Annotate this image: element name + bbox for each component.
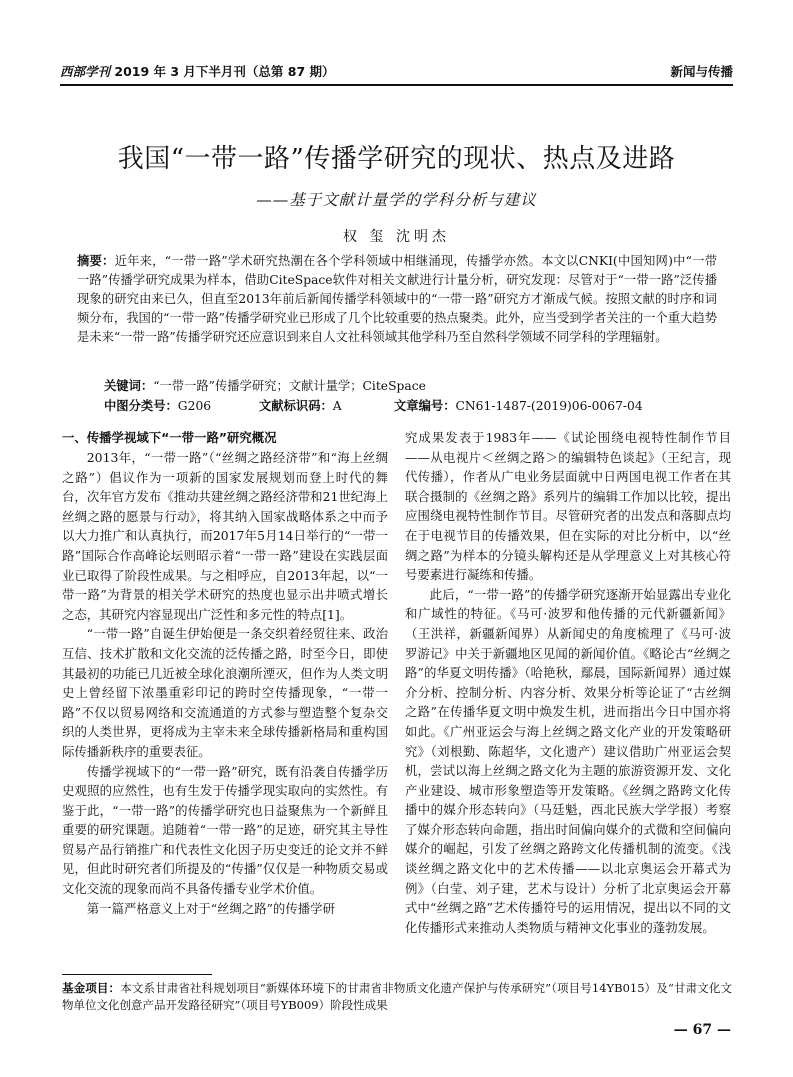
body-paragraph: 传播学视域下的“一带一路”研究，既有沿袭自传播学历史观照的应然性，也有生发于传播学现实取向的实然性。有鉴于此，“一带一路”的传播学研究也日益聚焦为一个新鲜且重要的研究课题。追随着“一带一路”的足迹，研究其主导性贸易产品行销推广和代表性文化因子历史变迁的论文并不鲜见，但此时研究者们所提及的“传播”仅仅是一种物质交易或文化交流的现象而尚不具备传播专业学术价值。 [62,763,388,897]
body-column-right [405,428,731,937]
abstract-text: 近年来，“一带一路”学术研究热潮在各个学科领域中相继涌现，传播学亦然。本文以CNKI(中国知网)中“一带一路”传播学研究成果为样本，借助CiteSpace软件对相关文献进行计量分析，研究发现：尽管对于“一带一路”泛传播现象的研究由来已久，但直至2013年前后新闻传播学科领域中的“一带一路”研究方才渐成气候。按照文献的时序和词频分布，我国的“一带一路”传播学研究业已形成了几个比较重要的热点聚类。此外，应当受到学者关注的一个重大趋势是未来“一带一路”传播学研究还应意识到来自人文社科领域其他学科乃至自然科学领域不同学科的学理辐射。 [77,254,717,344]
page-number: — 67 — [673,1022,731,1038]
keywords-label: 关键词： [104,379,154,393]
fund-label: 基金项目： [62,981,121,995]
section-name: 新闻与传播 [670,64,733,79]
footnote-rule [62,974,212,975]
body-paragraph: 2013年，“一带一路”（“丝绸之路经济带”和“海上丝绸之路”）倡议作为一项新的国家发展规划而登上时代的舞台，次年官方发布《推动共建丝绸之路经济带和21世纪海上丝绸之路的愿景与行动》，将其纳入国家战略体系之中而予以大力推广和认真执行，而2017年5月14日举行的“一带一路”国际合作高峰论坛则昭示着“一带一路”建设在实践层面业已取得了阶段性成果。与之相呼应，自2013年起，以“一带一路”为背景的相关学术研究的热度也显示出井喷式增长之态，其研究内容显现出广泛性和多元性的特点[1]。 [62,450,388,622]
article-subtitle: ——基于文献计量学的学科分析与建议 [256,191,537,209]
funding-note [62,980,732,1014]
body-paragraph: 此后，“一带一路”的传播学研究逐渐开始显露出专业化和广域性的特征。《马可·波罗和他传播的元代新疆新闻》（王洪祥，新疆新闻界）从新闻史的角度梳理了《马可·波罗游记》中关于新疆地区见闻的新闻价值。《略论古“丝绸之路”的华夏文明传播》（哈艳秋，鄢晨，国际新闻界）通过媒介分析、控制分析、内容分析、效果分析等论证了“古丝绸之路”在传播华夏文明中焕发生机，进而指出今日中国亦将如此。《广州亚运会与海上丝绸之路文化产业的开发策略研究》（刘根勤、陈超华，文化遗产）建议借助广州亚运会契机，尝试以海上丝绸之路文化为主题的旅游资源开发、文化产业建设、城市形象塑造等开发策略。《丝绸之路跨文化传播中的媒介形态转向》（马廷魁，西北民族大学学报）考察了媒介形态转向命题，指出时间偏向媒介的式微和空间偏向媒介的崛起，引发了丝绸之路跨文化传播机制的流变。《浅谈丝绸之路文化中的艺术传播——以北京奥运会开幕式为例》（白莹、刘子建，艺术与设计）分析了北京奥运会开幕式中“丝绸之路”艺术传播符号的运用情况，提出以不同的文化传播形式来推动人类物质与精神文化事业的蓬勃发展。 [405,586,731,935]
article-authors: 权 玺 沈明杰 [343,229,450,245]
class-label: 中图分类号： [104,399,178,413]
section-heading: 一、传播学视域下“一带一路”研究概况 [62,430,277,445]
body-paragraph: 究成果发表于1983年——《试论围绕电视特性制作节目——从电视片＜丝绸之路＞的编辑特色谈起》（王纪言，现代传播），作者从广电业务层面就中日两国电视工作者在其联合摄制的《丝绸之路》系列片的编辑工作加以比较，提出应围绕电视特性制作节目。尽管研究者的出发点和落脚点均在于电视节目的传播效果，但在实际的对比分析中，以“丝绸之路”为样本的分镜头解构还是从学理意义上对其核心符号要素进行凝练和传播。 [405,430,731,583]
running-header [60,58,733,82]
id-label: 文章编号： [394,399,456,413]
document-code [259,396,342,414]
journal-name: 西部学刊 [60,64,111,79]
body-column-left [62,428,388,918]
article-title: 我国“一带一路”传播学研究的现状、热点及进路 [117,144,676,174]
journal-issue [60,62,335,80]
abstract-label: 摘要： [77,254,115,268]
abstract [77,252,717,347]
body-paragraph: 第一篇严格意义上对于“丝绸之路”的传播学研 [86,900,335,916]
classification [104,396,211,414]
article-number [394,396,643,414]
keywords-text: “一带一路”传播学研究；文献计量学；CiteSpace [153,379,426,393]
class-value: G206 [177,399,212,413]
keywords [104,376,426,394]
doc-label: 文献标识码： [259,399,333,413]
header-rule [60,84,733,86]
doc-value: A [332,399,342,413]
fund-text: 本文系甘肃省社科规划项目“新媒体环境下的甘肃省非物质文化遗产保护与传承研究”（项目号14YB015）及“甘肃文化文物单位文化创意产品开发路径研究”（项目号YB009）阶段性成果 [62,981,732,1012]
issue-info: 2019 年 3 月下半月刊（总第 87 期） [114,64,335,79]
id-value: CN61-1487-(2019)06-0067-04 [455,399,643,413]
body-paragraph: “一带一路”自诞生伊始便是一条交织着经贸往来、政治互信、技术扩散和文化交流的泛传播之路，时至今日，即使其最初的功能已几近被全球化浪潮所湮灭，但作为人类文明史上曾经留下浓墨重彩印记的跨时空传播现象，“一带一路”不仅以贸易网络和交流通道的方式参与塑造整个复杂交织的人类世界，更将成为主宰未来全球传播新格局和重构国际传播新秩序的重要表征。 [62,626,388,759]
